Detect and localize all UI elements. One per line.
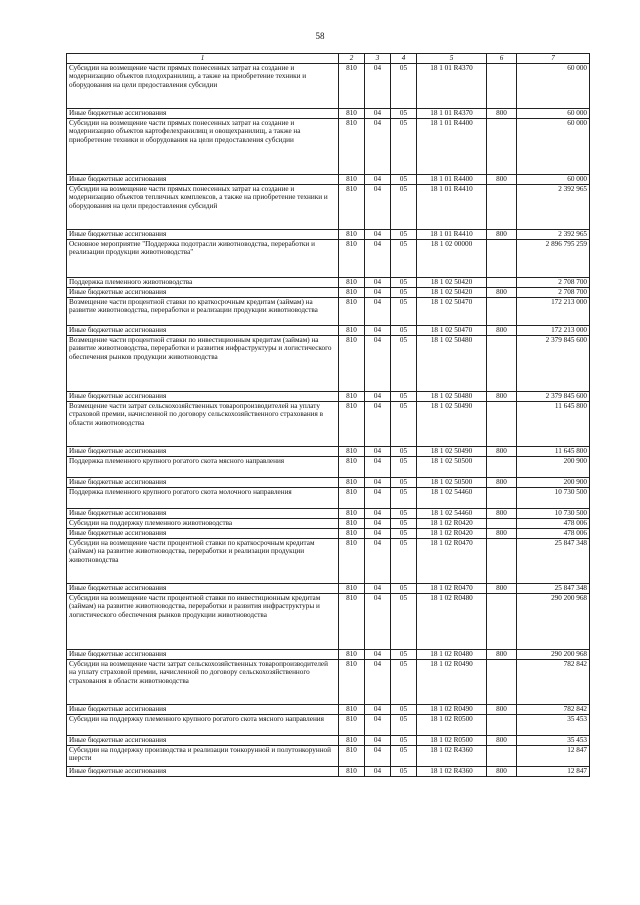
subsection-code: 05 bbox=[391, 767, 417, 777]
subsection-code: 05 bbox=[391, 185, 417, 230]
ministry-code: 810 bbox=[339, 736, 365, 746]
table-row bbox=[67, 715, 590, 736]
ministry-code: 810 bbox=[339, 488, 365, 509]
section-code: 04 bbox=[365, 457, 391, 478]
expense-type-code: 800 bbox=[487, 767, 517, 777]
ministry-code: 810 bbox=[339, 119, 365, 175]
amount: 782 842 bbox=[517, 705, 590, 715]
target-article-code: 18 1 01 R4370 bbox=[417, 109, 487, 119]
subsection-code: 05 bbox=[391, 64, 417, 109]
subsection-code: 05 bbox=[391, 529, 417, 539]
subsection-code: 05 bbox=[391, 336, 417, 392]
subsection-code: 05 bbox=[391, 746, 417, 767]
item-name: Субсидии на поддержку племенного крупного рогатого скота мясного направления bbox=[67, 715, 339, 736]
expense-type-code bbox=[487, 185, 517, 230]
subsection-code: 05 bbox=[391, 584, 417, 594]
section-code: 04 bbox=[365, 326, 391, 336]
amount: 2 896 795 259 bbox=[517, 240, 590, 278]
subsection-code: 05 bbox=[391, 109, 417, 119]
item-name: Субсидии на поддержку племенного животноводства bbox=[67, 519, 339, 529]
amount: 478 006 bbox=[517, 519, 590, 529]
item-name: Иные бюджетные ассигнования bbox=[67, 326, 339, 336]
expense-type-code: 800 bbox=[487, 230, 517, 240]
section-code: 04 bbox=[365, 298, 391, 326]
target-article-code: 18 1 02 R0470 bbox=[417, 584, 487, 594]
expense-type-code: 800 bbox=[487, 650, 517, 660]
target-article-code: 18 1 02 50480 bbox=[417, 336, 487, 392]
target-article-code: 18 1 02 R0480 bbox=[417, 650, 487, 660]
section-code: 04 bbox=[365, 767, 391, 777]
item-name: Иные бюджетные ассигнования bbox=[67, 736, 339, 746]
expense-type-code: 800 bbox=[487, 447, 517, 457]
amount: 12 847 bbox=[517, 767, 590, 777]
expense-type-code bbox=[487, 457, 517, 478]
section-code: 04 bbox=[365, 488, 391, 509]
table-row bbox=[67, 298, 590, 326]
section-code: 04 bbox=[365, 64, 391, 109]
amount: 11 645 800 bbox=[517, 447, 590, 457]
target-article-code: 18 1 02 54460 bbox=[417, 509, 487, 519]
target-article-code: 18 1 01 R4410 bbox=[417, 230, 487, 240]
target-article-code: 18 1 02 50500 bbox=[417, 457, 487, 478]
table-row bbox=[67, 736, 590, 746]
expense-type-code: 800 bbox=[487, 705, 517, 715]
item-name: Иные бюджетные ассигнования bbox=[67, 767, 339, 777]
subsection-code: 05 bbox=[391, 392, 417, 402]
subsection-code: 05 bbox=[391, 660, 417, 705]
amount: 25 847 348 bbox=[517, 539, 590, 584]
ministry-code: 810 bbox=[339, 298, 365, 326]
expense-type-code bbox=[487, 119, 517, 175]
item-name: Иные бюджетные ассигнования bbox=[67, 175, 339, 185]
amount: 11 645 800 bbox=[517, 402, 590, 447]
target-article-code: 18 1 02 50500 bbox=[417, 478, 487, 488]
item-name: Поддержка племенного животноводства bbox=[67, 278, 339, 288]
table-row bbox=[67, 240, 590, 278]
ministry-code: 810 bbox=[339, 457, 365, 478]
expense-type-code bbox=[487, 746, 517, 767]
item-name: Субсидии на возмещение части прямых понесенных затрат на создание и модернизацию объектов картофелехранилищ и овощехранилищ, а также на приобретение техники и оборудования на цели предоставления субсидии bbox=[67, 119, 339, 175]
section-code: 04 bbox=[365, 509, 391, 519]
item-name: Субсидии на возмещение части прямых понесенных затрат на создание и модернизацию объектов тепличных комплексов, а также на приобретение техники и оборудования на цели предоставления субсидий bbox=[67, 185, 339, 230]
section-code: 04 bbox=[365, 336, 391, 392]
section-code: 04 bbox=[365, 230, 391, 240]
subsection-code: 05 bbox=[391, 594, 417, 650]
ministry-code: 810 bbox=[339, 278, 365, 288]
item-name: Поддержка племенного крупного рогатого скота молочного направления bbox=[67, 488, 339, 509]
subsection-code: 05 bbox=[391, 298, 417, 326]
item-name: Субсидии на возмещение части процентной ставки по инвестиционным кредитам (займам) на развитие животноводства, переработки и развития инфраструктуры и логистического обеспечения рынков продукции животноводства bbox=[67, 594, 339, 650]
target-article-code: 18 1 02 50490 bbox=[417, 447, 487, 457]
subsection-code: 05 bbox=[391, 488, 417, 509]
target-article-code: 18 1 01 R4400 bbox=[417, 175, 487, 185]
ministry-code: 810 bbox=[339, 584, 365, 594]
table-row bbox=[67, 326, 590, 336]
subsection-code: 05 bbox=[391, 278, 417, 288]
column-header: 7 bbox=[517, 54, 590, 64]
column-header: 2 bbox=[339, 54, 365, 64]
expense-type-code bbox=[487, 298, 517, 326]
table-row bbox=[67, 509, 590, 519]
table-row bbox=[67, 594, 590, 650]
page-number: 58 bbox=[315, 31, 325, 41]
section-code: 04 bbox=[365, 584, 391, 594]
column-header: 3 bbox=[365, 54, 391, 64]
target-article-code: 18 1 01 R4400 bbox=[417, 119, 487, 175]
column-header: 6 bbox=[487, 54, 517, 64]
ministry-code: 810 bbox=[339, 705, 365, 715]
section-code: 04 bbox=[365, 109, 391, 119]
target-article-code: 18 1 02 54460 bbox=[417, 488, 487, 509]
item-name: Субсидии на возмещение части затрат сельскохозяйственных товаропроизводителей на уплату страховой премии, начисленной по договору сельскохозяйственного страхования в области животноводства bbox=[67, 660, 339, 705]
subsection-code: 05 bbox=[391, 736, 417, 746]
expense-type-code: 800 bbox=[487, 529, 517, 539]
table-row bbox=[67, 457, 590, 478]
item-name: Иные бюджетные ассигнования bbox=[67, 392, 339, 402]
target-article-code: 18 1 02 50490 bbox=[417, 402, 487, 447]
section-code: 04 bbox=[365, 478, 391, 488]
ministry-code: 810 bbox=[339, 594, 365, 650]
item-name: Иные бюджетные ассигнования bbox=[67, 288, 339, 298]
expense-type-code: 800 bbox=[487, 109, 517, 119]
section-code: 04 bbox=[365, 650, 391, 660]
item-name: Иные бюджетные ассигнования bbox=[67, 230, 339, 240]
expense-type-code bbox=[487, 715, 517, 736]
amount: 172 213 000 bbox=[517, 326, 590, 336]
table-row bbox=[67, 278, 590, 288]
amount: 782 842 bbox=[517, 660, 590, 705]
item-name: Субсидии на возмещение части прямых понесенных затрат на создание и модернизацию объектов плодохранилищ, а также на приобретение техники и оборудования на цели предоставления субсидии bbox=[67, 64, 339, 109]
section-code: 04 bbox=[365, 705, 391, 715]
item-name: Иные бюджетные ассигнования bbox=[67, 705, 339, 715]
expense-type-code: 800 bbox=[487, 584, 517, 594]
section-code: 04 bbox=[365, 240, 391, 278]
table-row bbox=[67, 336, 590, 392]
ministry-code: 810 bbox=[339, 478, 365, 488]
section-code: 04 bbox=[365, 529, 391, 539]
ministry-code: 810 bbox=[339, 336, 365, 392]
table-row bbox=[67, 529, 590, 539]
ministry-code: 810 bbox=[339, 288, 365, 298]
expense-type-code bbox=[487, 336, 517, 392]
section-code: 04 bbox=[365, 278, 391, 288]
target-article-code: 18 1 02 00000 bbox=[417, 240, 487, 278]
column-header: 4 bbox=[391, 54, 417, 64]
table-row bbox=[67, 119, 590, 175]
target-article-code: 18 1 02 50470 bbox=[417, 298, 487, 326]
item-name: Возмещение части процентной ставки по инвестиционным кредитам (займам) на развитие животноводства, переработки и развития инфраструктуры и логистического обеспечения рынков продукции животноводства bbox=[67, 336, 339, 392]
amount: 60 000 bbox=[517, 109, 590, 119]
ministry-code: 810 bbox=[339, 64, 365, 109]
amount: 200 900 bbox=[517, 457, 590, 478]
target-article-code: 18 1 02 R4360 bbox=[417, 746, 487, 767]
item-name: Иные бюджетные ассигнования bbox=[67, 529, 339, 539]
table-row bbox=[67, 447, 590, 457]
subsection-code: 05 bbox=[391, 457, 417, 478]
target-article-code: 18 1 02 R4360 bbox=[417, 767, 487, 777]
expense-type-code bbox=[487, 660, 517, 705]
expense-type-code: 800 bbox=[487, 478, 517, 488]
table-row bbox=[67, 392, 590, 402]
item-name: Иные бюджетные ассигнования bbox=[67, 447, 339, 457]
section-code: 04 bbox=[365, 175, 391, 185]
target-article-code: 18 1 02 R0420 bbox=[417, 519, 487, 529]
section-code: 04 bbox=[365, 539, 391, 584]
target-article-code: 18 1 02 R0490 bbox=[417, 660, 487, 705]
expense-type-code: 800 bbox=[487, 288, 517, 298]
item-name: Субсидии на возмещение части процентной ставки по краткосрочным кредитам (займам) на развитие животноводства, переработки и реализации продукции животноводства bbox=[67, 539, 339, 584]
target-article-code: 18 1 02 R0470 bbox=[417, 539, 487, 584]
table-row bbox=[67, 660, 590, 705]
target-article-code: 18 1 02 50420 bbox=[417, 278, 487, 288]
amount: 25 847 348 bbox=[517, 584, 590, 594]
amount: 478 006 bbox=[517, 529, 590, 539]
ministry-code: 810 bbox=[339, 715, 365, 736]
subsection-code: 05 bbox=[391, 119, 417, 175]
ministry-code: 810 bbox=[339, 392, 365, 402]
expense-type-code: 800 bbox=[487, 509, 517, 519]
ministry-code: 810 bbox=[339, 660, 365, 705]
table-row bbox=[67, 230, 590, 240]
subsection-code: 05 bbox=[391, 326, 417, 336]
ministry-code: 810 bbox=[339, 175, 365, 185]
item-name: Субсидии на поддержку производства и реализации тонкорунной и полутонкорунной шерсти bbox=[67, 746, 339, 767]
item-name: Возмещение части процентной ставки по краткосрочным кредитам (займам) на развитие животноводства, переработки и реализации продукции животноводства bbox=[67, 298, 339, 326]
amount: 200 900 bbox=[517, 478, 590, 488]
subsection-code: 05 bbox=[391, 539, 417, 584]
item-name: Иные бюджетные ассигнования bbox=[67, 109, 339, 119]
ministry-code: 810 bbox=[339, 326, 365, 336]
amount: 35 453 bbox=[517, 736, 590, 746]
amount: 172 213 000 bbox=[517, 298, 590, 326]
section-code: 04 bbox=[365, 185, 391, 230]
subsection-code: 05 bbox=[391, 175, 417, 185]
amount: 60 000 bbox=[517, 119, 590, 175]
amount: 10 730 500 bbox=[517, 509, 590, 519]
amount: 290 200 968 bbox=[517, 594, 590, 650]
ministry-code: 810 bbox=[339, 447, 365, 457]
ministry-code: 810 bbox=[339, 402, 365, 447]
amount: 2 392 965 bbox=[517, 185, 590, 230]
amount: 2 708 700 bbox=[517, 288, 590, 298]
ministry-code: 810 bbox=[339, 109, 365, 119]
section-code: 04 bbox=[365, 402, 391, 447]
subsection-code: 05 bbox=[391, 478, 417, 488]
subsection-code: 05 bbox=[391, 705, 417, 715]
section-code: 04 bbox=[365, 519, 391, 529]
ministry-code: 810 bbox=[339, 767, 365, 777]
ministry-code: 810 bbox=[339, 539, 365, 584]
ministry-code: 810 bbox=[339, 240, 365, 278]
target-article-code: 18 1 02 R0490 bbox=[417, 705, 487, 715]
ministry-code: 810 bbox=[339, 529, 365, 539]
table-row bbox=[67, 402, 590, 447]
subsection-code: 05 bbox=[391, 509, 417, 519]
table-row bbox=[67, 185, 590, 230]
ministry-code: 810 bbox=[339, 509, 365, 519]
section-code: 04 bbox=[365, 447, 391, 457]
target-article-code: 18 1 02 R0500 bbox=[417, 715, 487, 736]
subsection-code: 05 bbox=[391, 402, 417, 447]
amount: 12 847 bbox=[517, 746, 590, 767]
table-header-row bbox=[67, 54, 590, 64]
expense-type-code bbox=[487, 402, 517, 447]
amount: 2 708 700 bbox=[517, 278, 590, 288]
subsection-code: 05 bbox=[391, 519, 417, 529]
table-row bbox=[67, 767, 590, 777]
expense-type-code bbox=[487, 594, 517, 650]
item-name: Поддержка племенного крупного рогатого скота мясного направления bbox=[67, 457, 339, 478]
expense-type-code bbox=[487, 488, 517, 509]
expense-type-code: 800 bbox=[487, 175, 517, 185]
expense-type-code bbox=[487, 278, 517, 288]
column-header: 1 bbox=[67, 54, 339, 64]
section-code: 04 bbox=[365, 660, 391, 705]
amount: 35 453 bbox=[517, 715, 590, 736]
amount: 290 200 968 bbox=[517, 650, 590, 660]
table-row bbox=[67, 478, 590, 488]
amount: 60 000 bbox=[517, 64, 590, 109]
target-article-code: 18 1 01 R4370 bbox=[417, 64, 487, 109]
table-row bbox=[67, 539, 590, 584]
table-row bbox=[67, 650, 590, 660]
amount: 60 000 bbox=[517, 175, 590, 185]
subsection-code: 05 bbox=[391, 650, 417, 660]
target-article-code: 18 1 02 R0420 bbox=[417, 529, 487, 539]
item-name: Иные бюджетные ассигнования bbox=[67, 584, 339, 594]
item-name: Иные бюджетные ассигнования bbox=[67, 650, 339, 660]
section-code: 04 bbox=[365, 288, 391, 298]
target-article-code: 18 1 02 R0480 bbox=[417, 594, 487, 650]
expense-type-code bbox=[487, 64, 517, 109]
amount: 10 730 500 bbox=[517, 488, 590, 509]
column-header: 5 bbox=[417, 54, 487, 64]
expense-type-code: 800 bbox=[487, 392, 517, 402]
subsection-code: 05 bbox=[391, 715, 417, 736]
ministry-code: 810 bbox=[339, 230, 365, 240]
item-name: Основное мероприятие "Поддержка подотрасли животноводства, переработки и реализации продукции животноводства" bbox=[67, 240, 339, 278]
target-article-code: 18 1 02 50420 bbox=[417, 288, 487, 298]
item-name: Возмещение части затрат сельскохозяйственных товаропроизводителей на уплату страховой премии, начисленной по договору сельскохозяйственного страхования в области животноводства bbox=[67, 402, 339, 447]
subsection-code: 05 bbox=[391, 447, 417, 457]
table-row bbox=[67, 488, 590, 509]
ministry-code: 810 bbox=[339, 746, 365, 767]
target-article-code: 18 1 02 R0500 bbox=[417, 736, 487, 746]
table-row bbox=[67, 746, 590, 767]
ministry-code: 810 bbox=[339, 650, 365, 660]
target-article-code: 18 1 02 50480 bbox=[417, 392, 487, 402]
table-row bbox=[67, 705, 590, 715]
ministry-code: 810 bbox=[339, 519, 365, 529]
target-article-code: 18 1 02 50470 bbox=[417, 326, 487, 336]
table-row bbox=[67, 109, 590, 119]
section-code: 04 bbox=[365, 736, 391, 746]
subsection-code: 05 bbox=[391, 240, 417, 278]
section-code: 04 bbox=[365, 746, 391, 767]
table-row bbox=[67, 288, 590, 298]
subsection-code: 05 bbox=[391, 288, 417, 298]
expense-type-code: 800 bbox=[487, 736, 517, 746]
amount: 2 392 965 bbox=[517, 230, 590, 240]
table-row bbox=[67, 519, 590, 529]
section-code: 04 bbox=[365, 392, 391, 402]
amount: 2 379 845 600 bbox=[517, 392, 590, 402]
section-code: 04 bbox=[365, 715, 391, 736]
section-code: 04 bbox=[365, 594, 391, 650]
table-row bbox=[67, 175, 590, 185]
expense-type-code bbox=[487, 519, 517, 529]
amount: 2 379 845 600 bbox=[517, 336, 590, 392]
expense-type-code bbox=[487, 240, 517, 278]
ministry-code: 810 bbox=[339, 185, 365, 230]
budget-table bbox=[66, 53, 590, 777]
table-row bbox=[67, 584, 590, 594]
section-code: 04 bbox=[365, 119, 391, 175]
subsection-code: 05 bbox=[391, 230, 417, 240]
item-name: Иные бюджетные ассигнования bbox=[67, 509, 339, 519]
table-row bbox=[67, 64, 590, 109]
item-name: Иные бюджетные ассигнования bbox=[67, 478, 339, 488]
expense-type-code: 800 bbox=[487, 326, 517, 336]
expense-type-code bbox=[487, 539, 517, 584]
target-article-code: 18 1 01 R4410 bbox=[417, 185, 487, 230]
